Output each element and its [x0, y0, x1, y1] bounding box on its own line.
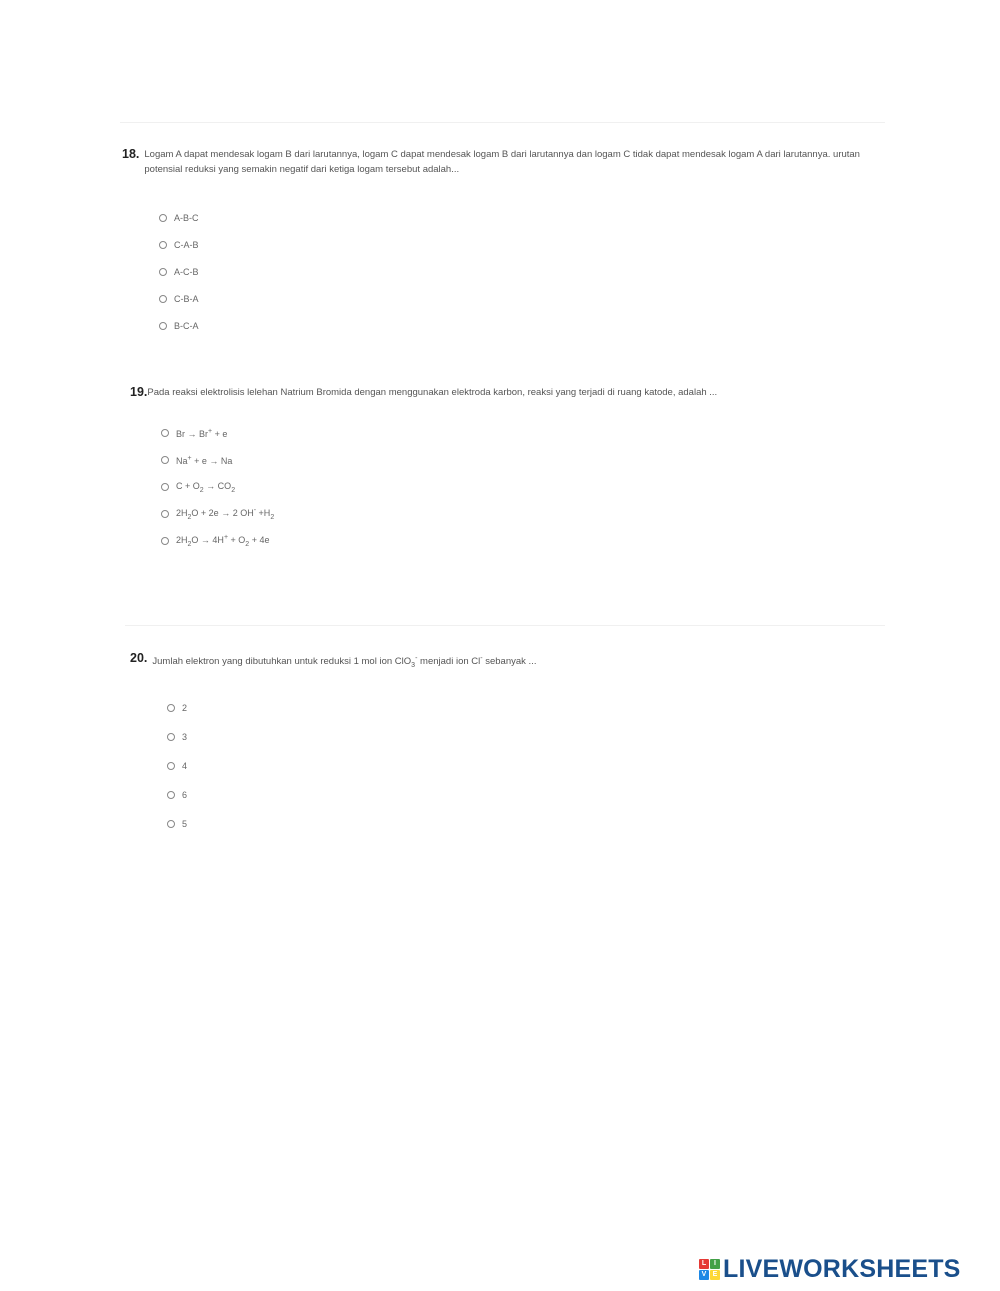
radio-button[interactable]	[161, 537, 169, 545]
option[interactable]	[167, 701, 187, 715]
option-label: C-B-A	[174, 294, 199, 304]
option-label: B-C-A	[174, 321, 199, 331]
option-label: 3	[182, 732, 188, 743]
question-18	[122, 147, 862, 331]
radio-button[interactable]	[167, 791, 175, 799]
radio-button[interactable]	[167, 733, 175, 741]
radio-button[interactable]	[161, 456, 169, 464]
option[interactable]	[161, 453, 232, 467]
radio-button[interactable]	[167, 762, 175, 770]
question-20	[130, 651, 830, 830]
option[interactable]	[167, 759, 187, 773]
question-text: Logam A dapat mendesak logam B dari larutannya, logam C dapat mendesak logam B dari larutannya dan logam C tidak dapat mendesak logam A dari larutannya. urutan potensial reduksi yang semakin negatif dari ketiga logam tersebut adalah...	[144, 149, 860, 175]
option[interactable]	[167, 788, 187, 802]
radio-button[interactable]	[161, 483, 169, 491]
question-text: Pada reaksi elektrolisis lelehan Natrium Bromida dengan menggunakan elektroda karbon, reaksi yang terjadi di ruang katode, adalah ...	[147, 387, 718, 398]
logo-letter: L	[699, 1259, 709, 1269]
option[interactable]	[167, 817, 187, 831]
radio-button[interactable]	[161, 429, 169, 437]
option-label: A-B-C	[174, 213, 199, 223]
option-label: $2H_2O + 2e \to 2$ $OH^- +H_2$	[176, 507, 275, 521]
question-header	[130, 651, 830, 673]
radio-button[interactable]	[159, 268, 167, 276]
option[interactable]	[159, 238, 199, 252]
question-number: 20.	[130, 651, 148, 665]
brand-name: LIVEWORKSHEETS	[723, 1255, 961, 1283]
divider-line-middle	[125, 625, 885, 626]
divider-line-top	[120, 122, 885, 123]
option-label: C-A-B	[174, 240, 199, 250]
logo-letter: I	[710, 1259, 720, 1269]
option[interactable]	[159, 265, 199, 279]
option[interactable]	[161, 426, 227, 440]
option[interactable]	[159, 211, 199, 225]
logo-letter: E	[710, 1270, 720, 1280]
option-label: 4	[182, 761, 188, 772]
option[interactable]	[167, 730, 187, 744]
option[interactable]	[161, 480, 235, 494]
question-text: Jumlah elektron yang dibutuhkan untuk reduksi 1 mol ion ClO$_3$- menjadi ion Cl- sebanyak ...	[152, 655, 537, 670]
option-label: $C + O_2 \to CO_2$	[176, 480, 236, 494]
option[interactable]	[161, 534, 269, 548]
radio-button[interactable]	[159, 295, 167, 303]
option[interactable]	[161, 507, 274, 521]
option-label: Na+ + e → Na	[176, 454, 233, 466]
question-number: 19.	[130, 385, 148, 399]
radio-button[interactable]	[167, 704, 175, 712]
liveworksheets-brand[interactable]	[699, 1255, 961, 1284]
logo-letter: V	[699, 1270, 709, 1280]
question-header	[130, 385, 850, 400]
radio-button[interactable]	[159, 241, 167, 249]
option-label: 6	[182, 790, 188, 801]
option-label: A-C-B	[174, 267, 199, 277]
question-19	[130, 385, 850, 548]
question-number: 18.	[122, 147, 140, 161]
option-label: $2H_2O \to 4H^+ + O_2 + 4e$	[176, 534, 270, 548]
radio-button[interactable]	[167, 820, 175, 828]
liveworksheets-logo-icon	[699, 1259, 720, 1280]
option[interactable]	[159, 319, 199, 333]
option-label: 2	[182, 703, 188, 714]
radio-button[interactable]	[159, 214, 167, 222]
option[interactable]	[159, 292, 199, 306]
radio-button[interactable]	[159, 322, 167, 330]
question-header	[122, 147, 862, 177]
option-label: 5	[182, 819, 188, 830]
option-label: Br → Br+ + e	[176, 427, 228, 439]
radio-button[interactable]	[161, 510, 169, 518]
